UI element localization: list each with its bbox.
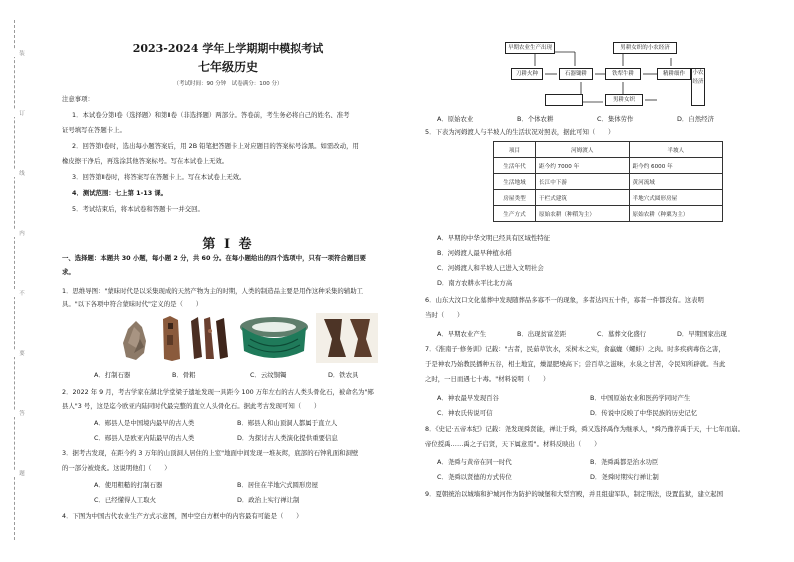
question-7-stem: 7．《淮南子·修务训》记载："古者，民茹草饮水，采树木之实，食蠃蛖（螺蚌）之肉。时多疾病毒伤之害， bbox=[425, 345, 725, 353]
notes-heading: 注意事项： bbox=[62, 95, 94, 103]
question-2-option[interactable]: A．郧县人是中国境内最早的古人类 bbox=[94, 419, 195, 427]
question-3-option[interactable]: B．居住在半地穴式圆形房屋 bbox=[237, 481, 319, 489]
table-cell: 黄河流域 bbox=[629, 174, 723, 190]
table-row bbox=[494, 206, 723, 222]
notes-line: 3．回答第Ⅱ卷时，将答案写在答题卡上。写在本试卷上无效。 bbox=[72, 173, 246, 181]
question-4-option[interactable]: C．集体劳作 bbox=[597, 115, 634, 123]
question-7-stem: 于是神农乃始教民播种五谷，相土地宜，燥湿肥墝高下；尝百草之滋味，水泉之甘苦，令民知所辟就。当此 bbox=[425, 360, 726, 368]
table-row bbox=[494, 190, 723, 206]
diagram-node-stone-hoe: 石器锄耕 bbox=[559, 68, 593, 80]
comparison-table bbox=[493, 141, 723, 222]
question-6-option[interactable]: C．墓葬文化盛行 bbox=[597, 330, 647, 338]
question-9-stem: 9．夏朝统治以城墙和护城河作为防护的城堡和大型宫殿，并且组建军队，制定刑法，设置监狱，建立起国 bbox=[425, 490, 724, 498]
diagram-blank-box bbox=[545, 94, 583, 106]
question-4-stem: 4．下图为中国古代农业生产方式示意图，图中空白方框中的内容最有可能是（ ） bbox=[62, 512, 303, 520]
table-header-cell: 项目 bbox=[494, 142, 536, 158]
question-2-option[interactable]: B．郧县人和山顶洞人都属于直立人 bbox=[237, 419, 338, 427]
question-2-stem: 县人"3 号，这是迄今欧亚内陆同时代最完整的直立人头骨化石。据此考古发现可知（ ） bbox=[62, 402, 321, 410]
question-4-option[interactable]: D．自然经济 bbox=[677, 115, 714, 123]
table-cell: 原始农耕（种粟为主） bbox=[629, 206, 723, 222]
table-cell: 原始农耕（种稻为主） bbox=[536, 206, 630, 222]
question-8-stem: 帝位授禹……禹之子启贤，天下属意焉"。材料反映出（ ） bbox=[425, 440, 601, 448]
question-8-option[interactable]: C．尧舜以贤德的方式传位 bbox=[437, 473, 512, 481]
table-header-cell: 半坡人 bbox=[629, 142, 723, 158]
question-7-option[interactable]: A．神农最早发现百谷 bbox=[437, 394, 499, 402]
exam-subject: 七年级历史 bbox=[197, 60, 258, 74]
table-cell: 距今约 6000 年 bbox=[629, 158, 723, 174]
diagram-node-iron-plough: 铁犁牛耕 bbox=[605, 68, 641, 80]
section-title: 第 Ⅰ 卷 bbox=[202, 237, 254, 252]
bone-spade-image bbox=[158, 313, 184, 363]
diagram-node-early-farming: 早期农业生产出现 bbox=[505, 42, 555, 54]
diagram-node-men-farm: 男耕女织 bbox=[605, 94, 643, 106]
question-7-stem: 之时，一日而遇七十毒。"材料说明（ ） bbox=[425, 375, 550, 383]
binding-char: 要 bbox=[5, 350, 25, 357]
question-1-stem: 具。"以下各项中符合蒙昧时代"定义的是（ ） bbox=[62, 300, 203, 308]
right-column bbox=[425, 0, 757, 562]
question-8-option[interactable]: B．尧舜禹都是治水功臣 bbox=[590, 458, 659, 466]
exam-meta: （考试时间：90 分钟 试卷满分：100 分） bbox=[173, 81, 283, 87]
question-6-stem: 6．山东大汶口文化墓葬中发现随葬品多寡不一的现象，多者达四五十件，寡者一件都没有。这表明 bbox=[425, 296, 704, 304]
question-1-option[interactable]: A．打制石器 bbox=[94, 371, 131, 379]
notes-line: 证号填写在答题卡上。 bbox=[62, 126, 126, 134]
notes-line: 橡皮擦干净后，再选涂其他答案标号。写在本试卷上无效。 bbox=[62, 157, 229, 165]
question-3-option[interactable]: D．政治上实行禅让制 bbox=[237, 496, 300, 504]
bronze-ring-image bbox=[238, 313, 310, 363]
binding-char: 答 bbox=[5, 410, 25, 417]
table-cell: 半地穴式圆形房屋 bbox=[629, 190, 723, 206]
table-header-row bbox=[494, 142, 723, 158]
table-cell: 生产方式 bbox=[494, 206, 536, 222]
question-3-option[interactable]: C．已经懂得人工取火 bbox=[94, 496, 156, 504]
table-header-cell: 河姆渡人 bbox=[536, 142, 630, 158]
exam-title: 2023-2024 学年上学期期中模拟考试 bbox=[132, 42, 324, 55]
question-5-option[interactable]: B．河姆渡人最早种植水稻 bbox=[437, 249, 512, 257]
table-row bbox=[494, 158, 723, 174]
question-6-option[interactable]: B．出现贫富差距 bbox=[517, 330, 567, 338]
binding-char: 订 bbox=[5, 110, 25, 117]
table-cell: 干栏式建筑 bbox=[536, 190, 630, 206]
iron-tool-image bbox=[316, 313, 378, 363]
stone-tool-image bbox=[120, 313, 152, 363]
question-7-option[interactable]: B．中国原始农业和医药学同时产生 bbox=[590, 394, 691, 402]
diagram-node-slash-burn: 刀耕火种 bbox=[511, 68, 543, 80]
question-7-option[interactable]: D．传说中反映了中华民族的历史记忆 bbox=[590, 409, 698, 417]
question-2-stem: 2．2022 年 9 月，考古学家在湖北学堂梁子遗址发现一具距今 100 万年左右的古人类头骨化石，被命名为"郧 bbox=[62, 388, 374, 396]
table-cell: 长江中下游 bbox=[536, 174, 630, 190]
question-8-option[interactable]: D．尧舜时期实行禅让制 bbox=[590, 473, 659, 481]
table-row bbox=[494, 174, 723, 190]
question-6-option[interactable]: A．早期农业产生 bbox=[437, 330, 487, 338]
notes-line: 1．本试卷分第Ⅰ卷（选择题）和第Ⅱ卷（非选择题）两部分。答卷前，考生务必将自己的姓名、准考 bbox=[72, 111, 350, 119]
notes-line: 2．回答第Ⅰ卷时，选出每小题答案后，用 2B 铅笔把答题卡上对应题目的答案标号涂黑。如需改动，用 bbox=[72, 142, 359, 150]
question-1-option[interactable]: D．铁农具 bbox=[328, 371, 359, 379]
question-1-stem: 1．思维导图："蒙昧时代是以采集现成的天然产物为主的时期，人类的制造品主要是用作这种采集的辅助工 bbox=[62, 287, 363, 295]
section-instruction: 一、选择题：本题共 30 小题，每小题 2 分，共 60 分。在每小题给出的四个选项中，只有一项符合题目要 bbox=[62, 254, 366, 262]
question-8-stem: 8．《史记·五帝本纪》记载：尧发现舜贤能，禅让于舜，舜又选择禹作为继承人，"舜乃豫荐禹于天，十七年而崩。 bbox=[425, 425, 744, 433]
binding-char: 题 bbox=[5, 470, 25, 477]
binding-margin bbox=[4, 20, 26, 540]
binding-char: 装 bbox=[5, 50, 25, 57]
question-4-option[interactable]: B．个体农耕 bbox=[517, 115, 554, 123]
diagram-node-small-economy: 小农经济 bbox=[691, 68, 705, 106]
binding-char: 线 bbox=[5, 170, 25, 177]
question-5-option[interactable]: A．早期的中华文明已经具有区域性特征 bbox=[437, 234, 551, 242]
question-7-option[interactable]: C．神农氏传说可信 bbox=[437, 409, 493, 417]
notes-line: 4．测试范围：七上第 1-13 课。 bbox=[72, 189, 168, 197]
binding-char: 不 bbox=[5, 290, 25, 297]
question-3-stem: 的一部分被烧炙。这说明他们（ ） bbox=[62, 464, 171, 472]
question-2-option[interactable]: D．为探讨古人类演化提供重要信息 bbox=[237, 434, 338, 442]
binding-dashed-line bbox=[14, 20, 15, 540]
question-3-stem: 3．据考古发现，在距今约 3 万年的山顶洞人居住的上室"地面中间发现一堆灰烬，底部的石钟乳面和洞壁 bbox=[62, 449, 359, 457]
question-4-option[interactable]: A．原始农业 bbox=[437, 115, 474, 123]
table-cell: 生活年代 bbox=[494, 158, 536, 174]
table-cell: 房屋类型 bbox=[494, 190, 536, 206]
table-cell: 生活地域 bbox=[494, 174, 536, 190]
agriculture-diagram bbox=[505, 40, 705, 110]
diagram-node-small-peasant: 男耕女织的小农经济 bbox=[613, 42, 677, 54]
question-5-stem: 5．下表为河姆渡人与半坡人的生活状况对照表，据此可知（ ） bbox=[425, 128, 615, 136]
section-instruction: 求。 bbox=[62, 268, 75, 276]
question-2-option[interactable]: C．郧县人是欧亚内陆最早的古人类 bbox=[94, 434, 195, 442]
question-5-option[interactable]: D．南方农耕水平比北方高 bbox=[437, 279, 513, 287]
question-3-option[interactable]: A．使用粗糙的打制石器 bbox=[94, 481, 163, 489]
question-1-option[interactable]: C．云纹铜镯 bbox=[250, 371, 287, 379]
question-6-option[interactable]: D．早期国家出现 bbox=[677, 330, 727, 338]
binding-char: 内 bbox=[5, 230, 25, 237]
jade-pieces-image bbox=[188, 313, 232, 363]
notes-line: 5．考试结束后，将本试卷和答题卡一并交回。 bbox=[72, 205, 204, 213]
question-6-stem: 当时（ ） bbox=[425, 311, 464, 319]
question-1-option[interactable]: B．骨耜 bbox=[172, 371, 196, 379]
table-cell: 距今约 7000 年 bbox=[536, 158, 630, 174]
left-column bbox=[62, 0, 394, 562]
question-8-option[interactable]: A．尧舜与黄帝在同一时代 bbox=[437, 458, 512, 466]
question-5-option[interactable]: C．河姆渡人和半坡人已进入文明社会 bbox=[437, 264, 544, 272]
diagram-node-intensive: 精耕细作 bbox=[657, 68, 691, 80]
